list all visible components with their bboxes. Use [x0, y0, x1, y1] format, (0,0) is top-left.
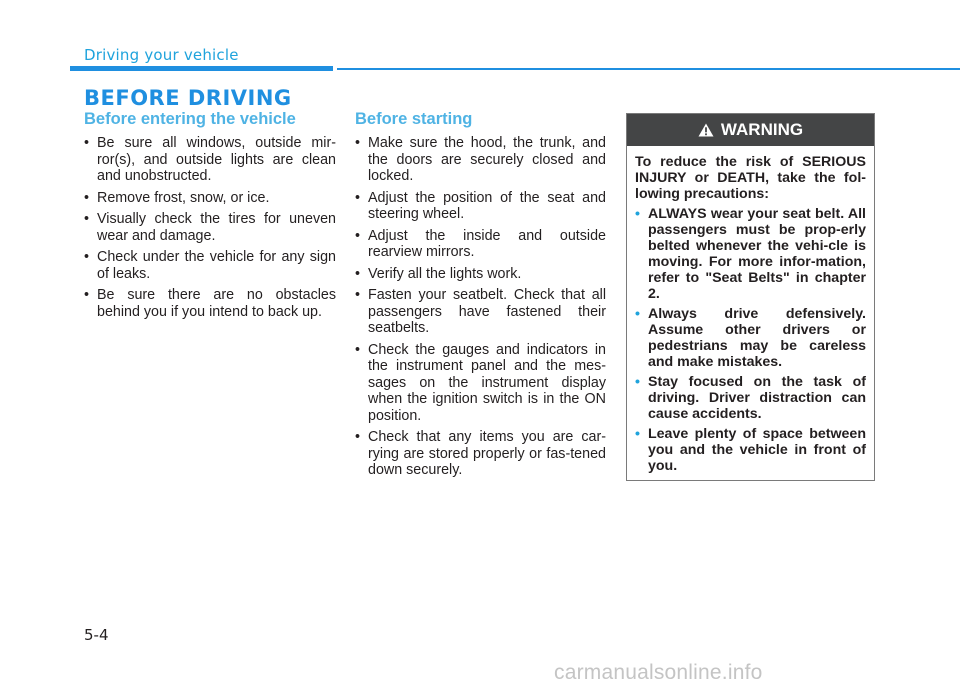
page-number: 5-4	[84, 626, 109, 644]
header-rule-thin	[337, 68, 960, 70]
bullet-icon: •	[355, 227, 361, 244]
section-title: BEFORE DRIVING	[84, 86, 292, 110]
chapter-header: Driving your vehicle	[84, 46, 239, 64]
bullet-icon: •	[355, 287, 361, 303]
column-before-starting	[355, 110, 606, 484]
header-rule-thick	[70, 66, 333, 71]
list-item: • Leave plenty of space between you and the vehicle in front of you.	[635, 426, 866, 474]
column-before-entering	[84, 110, 336, 325]
bullet-icon: •	[635, 306, 640, 322]
list-item: • Adjust the inside and outside rearview mirrors.	[355, 227, 606, 260]
bullet-icon: •	[84, 189, 90, 206]
warning-header	[627, 114, 874, 146]
bullet-icon: •	[635, 426, 640, 442]
bullet-icon: •	[635, 374, 640, 390]
list-item: • Check under the vehicle for any sign of leaks.	[84, 249, 336, 282]
list-item: • Remove frost, snow, or ice.	[84, 189, 270, 206]
list-item: • Check that any items you are car-rying are stored properly or fas-tened down securely.	[355, 429, 606, 478]
list-item: • Always drive defensively. Assume other drivers or pedestrians may be careless and make mistakes.	[635, 306, 866, 370]
warning-list	[635, 206, 866, 474]
bullet-icon: •	[355, 429, 361, 445]
list-item: • Be sure there are no obstacles behind you if you intend to back up.	[84, 287, 336, 320]
warning-intro: To reduce the risk of SERIOUS INJURY or DEATH, take the fol-lowing precautions:	[635, 154, 866, 202]
warning-body	[627, 146, 874, 474]
list-item: • Be sure all windows, outside mir-ror(s), and outside lights are clean and unobstructed.	[84, 135, 336, 184]
bullet-icon: •	[355, 341, 361, 358]
bullet-icon: •	[84, 249, 90, 265]
watermark: carmanualsonline.info	[554, 661, 763, 684]
bullet-icon: •	[635, 206, 640, 222]
list-item: • Make sure the hood, the trunk, and the doors are securely closed and locked.	[355, 135, 606, 184]
list-item: • Visually check the tires for uneven wear and damage.	[84, 211, 336, 244]
bullet-icon: •	[355, 265, 361, 282]
bullet-icon: •	[84, 211, 90, 227]
list-item: • Check the gauges and indicators in the instrument panel and the mes-sages on the instrument display when the ignition switch is in the ON position.	[355, 341, 606, 424]
bullet-icon: •	[355, 189, 361, 206]
warning-box	[626, 113, 875, 481]
checklist-before-entering	[84, 135, 336, 320]
bullet-icon: •	[84, 135, 90, 151]
subheading-before-starting: Before starting	[355, 110, 473, 128]
bullet-icon: •	[355, 135, 361, 151]
checklist-before-starting	[355, 135, 606, 479]
list-item: • ALWAYS wear your seat belt. All passengers must be prop-erly belted whenever the vehi-cle is moving. For more infor-mation, refer to "Seat Belts" in chapter 2.	[635, 206, 866, 302]
subheading-before-entering: Before entering the vehicle	[84, 110, 296, 128]
bullet-icon: •	[84, 287, 90, 303]
warning-title: WARNING	[720, 120, 804, 139]
warning-triangle-icon	[698, 123, 714, 137]
list-item: • Stay focused on the task of driving. Driver distraction can cause accidents.	[635, 374, 866, 422]
list-item: • Adjust the position of the seat and steering wheel.	[355, 189, 606, 222]
list-item: • Verify all the lights work.	[355, 265, 522, 282]
list-item: • Fasten your seatbelt. Check that all passengers have fastened their seatbelts.	[355, 287, 606, 336]
